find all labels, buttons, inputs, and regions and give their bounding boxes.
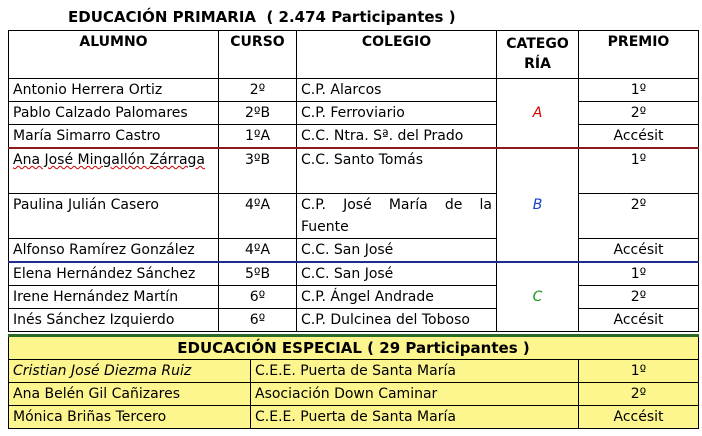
category-a: A xyxy=(497,79,579,149)
header-curso: CURSO xyxy=(219,31,297,79)
course: 2ºB xyxy=(219,102,297,125)
prize: Accésit xyxy=(579,406,699,429)
special-title-row xyxy=(9,336,699,360)
student-name: Inés Sánchez Izquierdo xyxy=(9,309,219,332)
student-name-text: Ana José Mingallón Zárraga xyxy=(13,152,205,168)
course: 6º xyxy=(219,309,297,332)
course: 2º xyxy=(219,79,297,102)
student-name: María Simarro Castro xyxy=(9,125,219,149)
student-name: Mónica Briñas Tercero xyxy=(9,406,251,429)
student-name xyxy=(9,148,219,194)
school: C.C. Santo Tomás xyxy=(297,148,497,194)
primary-title: EDUCACIÓN PRIMARIA ( 2.474 Participantes ) xyxy=(68,8,456,26)
school: C.C. Ntra. Sª. del Prado xyxy=(297,125,497,149)
school: C.C. San José xyxy=(297,262,497,286)
school: Asociación Down Caminar xyxy=(251,383,579,406)
prize: Accésit xyxy=(579,309,699,332)
prize: 2º xyxy=(579,194,699,239)
header-alumno: ALUMNO xyxy=(9,31,219,79)
school: C.P. José María de la Fuente xyxy=(297,194,497,239)
prize: 1º xyxy=(579,262,699,286)
prize: 1º xyxy=(579,79,699,102)
prize: 2º xyxy=(579,102,699,125)
table-row xyxy=(9,239,699,263)
course: 5ºB xyxy=(219,262,297,286)
student-name: Irene Hernández Martín xyxy=(9,286,219,309)
special-title: EDUCACIÓN ESPECIAL ( 29 Participantes ) xyxy=(9,336,699,360)
prize: 1º xyxy=(579,148,699,194)
student-name: Paulina Julián Casero xyxy=(9,194,219,239)
course: 4ºA xyxy=(219,194,297,239)
student-name: Antonio Herrera Ortiz xyxy=(9,79,219,102)
header-premio: PREMIO xyxy=(579,31,699,79)
table-row xyxy=(9,194,699,239)
school: C.P. Ferroviario xyxy=(297,102,497,125)
header-colegio: COLEGIO xyxy=(297,31,497,79)
school: C.P. Ángel Andrade xyxy=(297,286,497,309)
student-name: Elena Hernández Sánchez xyxy=(9,262,219,286)
course: 4ºA xyxy=(219,239,297,263)
school: C.P. Dulcinea del Toboso xyxy=(297,309,497,332)
course: 3ºB xyxy=(219,148,297,194)
table-row xyxy=(9,360,699,383)
school: C.E.E. Puerta de Santa María xyxy=(251,406,579,429)
student-name: Cristian José Diezma Ruiz xyxy=(9,360,251,383)
student-name: Pablo Calzado Palomares xyxy=(9,102,219,125)
table-header-row xyxy=(9,31,699,79)
table-row xyxy=(9,309,699,332)
school: C.E.E. Puerta de Santa María xyxy=(251,360,579,383)
prize: Accésit xyxy=(579,239,699,263)
table-row xyxy=(9,383,699,406)
prize: 1º xyxy=(579,360,699,383)
table-row xyxy=(9,125,699,149)
school: C.C. San José xyxy=(297,239,497,263)
prize: Accésit xyxy=(579,125,699,149)
table-row xyxy=(9,79,699,102)
table-row xyxy=(9,262,699,286)
header-categoria: CATEGO RÍA xyxy=(497,31,579,79)
student-name: Alfonso Ramírez González xyxy=(9,239,219,263)
table-row xyxy=(9,148,699,194)
student-name: Ana Belén Gil Cañizares xyxy=(9,383,251,406)
table-row xyxy=(9,102,699,125)
school: C.P. Alarcos xyxy=(297,79,497,102)
prize: 2º xyxy=(579,286,699,309)
prize: 2º xyxy=(579,383,699,406)
primary-results-table xyxy=(8,30,699,332)
category-b: B xyxy=(497,148,579,262)
table-row xyxy=(9,286,699,309)
category-c: C xyxy=(497,262,579,332)
table-row xyxy=(9,406,699,429)
course: 6º xyxy=(219,286,297,309)
course: 1ºA xyxy=(219,125,297,149)
special-results-table xyxy=(8,334,699,429)
